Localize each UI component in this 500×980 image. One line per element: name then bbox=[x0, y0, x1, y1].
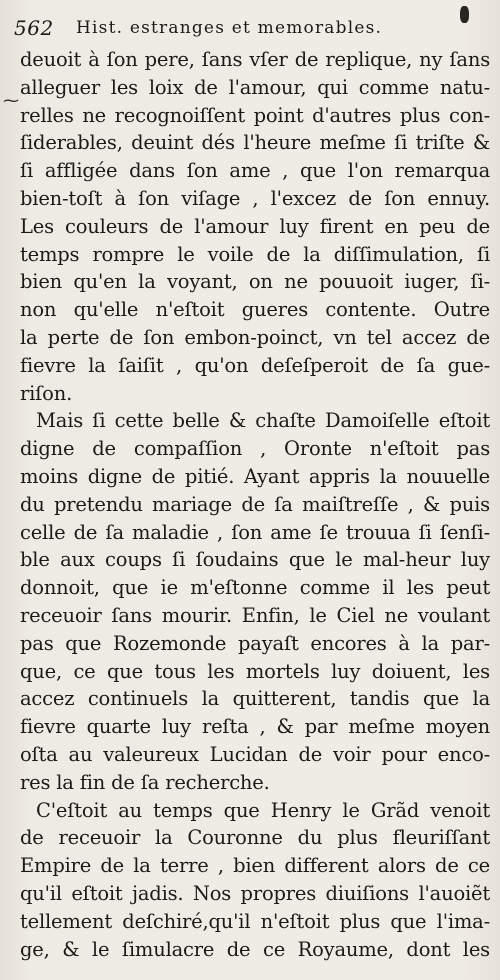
text-line: fievre quarte luy reſta , & par meſme moyen bbox=[20, 715, 490, 739]
text-line: la perte de ſon embon-poinct, vn tel accez de bbox=[20, 325, 490, 349]
text-line: donnoit, que ie m'eſtonne comme il les peut bbox=[20, 576, 490, 600]
text-line: alleguer les loix de l'amour, qui comme natu- bbox=[20, 75, 490, 99]
text-line: riſon. bbox=[20, 381, 73, 405]
text-line: celle de ſa maladie , ſon ame ſe trouua ſi ſenſi- bbox=[20, 520, 490, 544]
text-line: oſta au valeureux Lucidan de voir pour enco- bbox=[20, 742, 490, 766]
margin-mark: ⁓ bbox=[3, 91, 19, 110]
text-line: temps rompre le voile de la diſſimulation, ſi bbox=[20, 242, 490, 266]
paragraph-start-line: C'eſtoit au temps que Henry le Grãd venoit bbox=[36, 798, 490, 822]
text-line: deuoit à ſon pere, ſans vſer de replique, ny ſans bbox=[20, 48, 490, 71]
body-text bbox=[20, 46, 490, 963]
text-line: Les couleurs de l'amour luy firent en peu de bbox=[20, 214, 490, 238]
text-line: de receuoir la Couronne du plus fleuriſſant bbox=[20, 826, 490, 850]
text-line: ſi affligée dans ſon ame , que l'on remarqua bbox=[20, 159, 490, 183]
page-number: 562 bbox=[14, 16, 54, 40]
text-line: relles ne recognoiſſent point d'autres plus con- bbox=[20, 103, 490, 127]
text-line: receuoir ſans mourir. Enfin, le Ciel ne voulant bbox=[20, 603, 490, 627]
text-line: res la fin de ſa recherche. bbox=[20, 770, 270, 794]
running-head: Hist. estranges et memorables. bbox=[76, 18, 383, 38]
text-line: digne de compaſſion , Oronte n'eſtoit pas bbox=[20, 437, 490, 461]
text-line: moins digne de pitié. Ayant appris la nouuelle bbox=[20, 464, 490, 488]
text-line: que, ce que tous les mortels luy doiuent, les bbox=[20, 659, 490, 683]
text-line: fievre la ſaiſit , qu'on deſeſperoit de ſa gue- bbox=[20, 353, 490, 377]
ink-smudge bbox=[460, 6, 469, 23]
text-line: non qu'elle n'eſtoit gueres contente. Outre bbox=[20, 298, 490, 322]
page-header bbox=[14, 6, 474, 44]
text-line: ble aux coups ſi ſoudains que le mal-heur luy bbox=[20, 548, 490, 572]
text-line: qu'il eſtoit jadis. Nos propres diuiſions l'auoiẽt bbox=[20, 881, 490, 905]
text-line: accez continuels la quitterent, tandis que la bbox=[20, 687, 490, 711]
text-line: du pretendu mariage de ſa maiſtreſſe , & puis bbox=[20, 492, 490, 516]
text-line: tellement deſchiré,qu'il n'eſtoit plus que l'ima- bbox=[20, 909, 490, 933]
text-line: bien qu'en la voyant, on ne pouuoit iuger, ſi- bbox=[20, 270, 490, 294]
text-line: bien-toſt à ſon viſage , l'excez de ſon ennuy. bbox=[20, 186, 490, 210]
paragraph-start-line: Mais ſi cette belle & chaſte Damoiſelle eſtoit bbox=[36, 409, 490, 433]
text-line: ſiderables, deuint dés l'heure meſme ſi triſte & bbox=[20, 131, 490, 155]
text-line: Empire de la terre , bien different alors de ce bbox=[20, 854, 490, 878]
text-line: ge, & le ſimulacre de ce Royaume, dont les bbox=[20, 937, 490, 961]
text-line: pas que Rozemonde payaſt encores à la par- bbox=[20, 631, 490, 655]
